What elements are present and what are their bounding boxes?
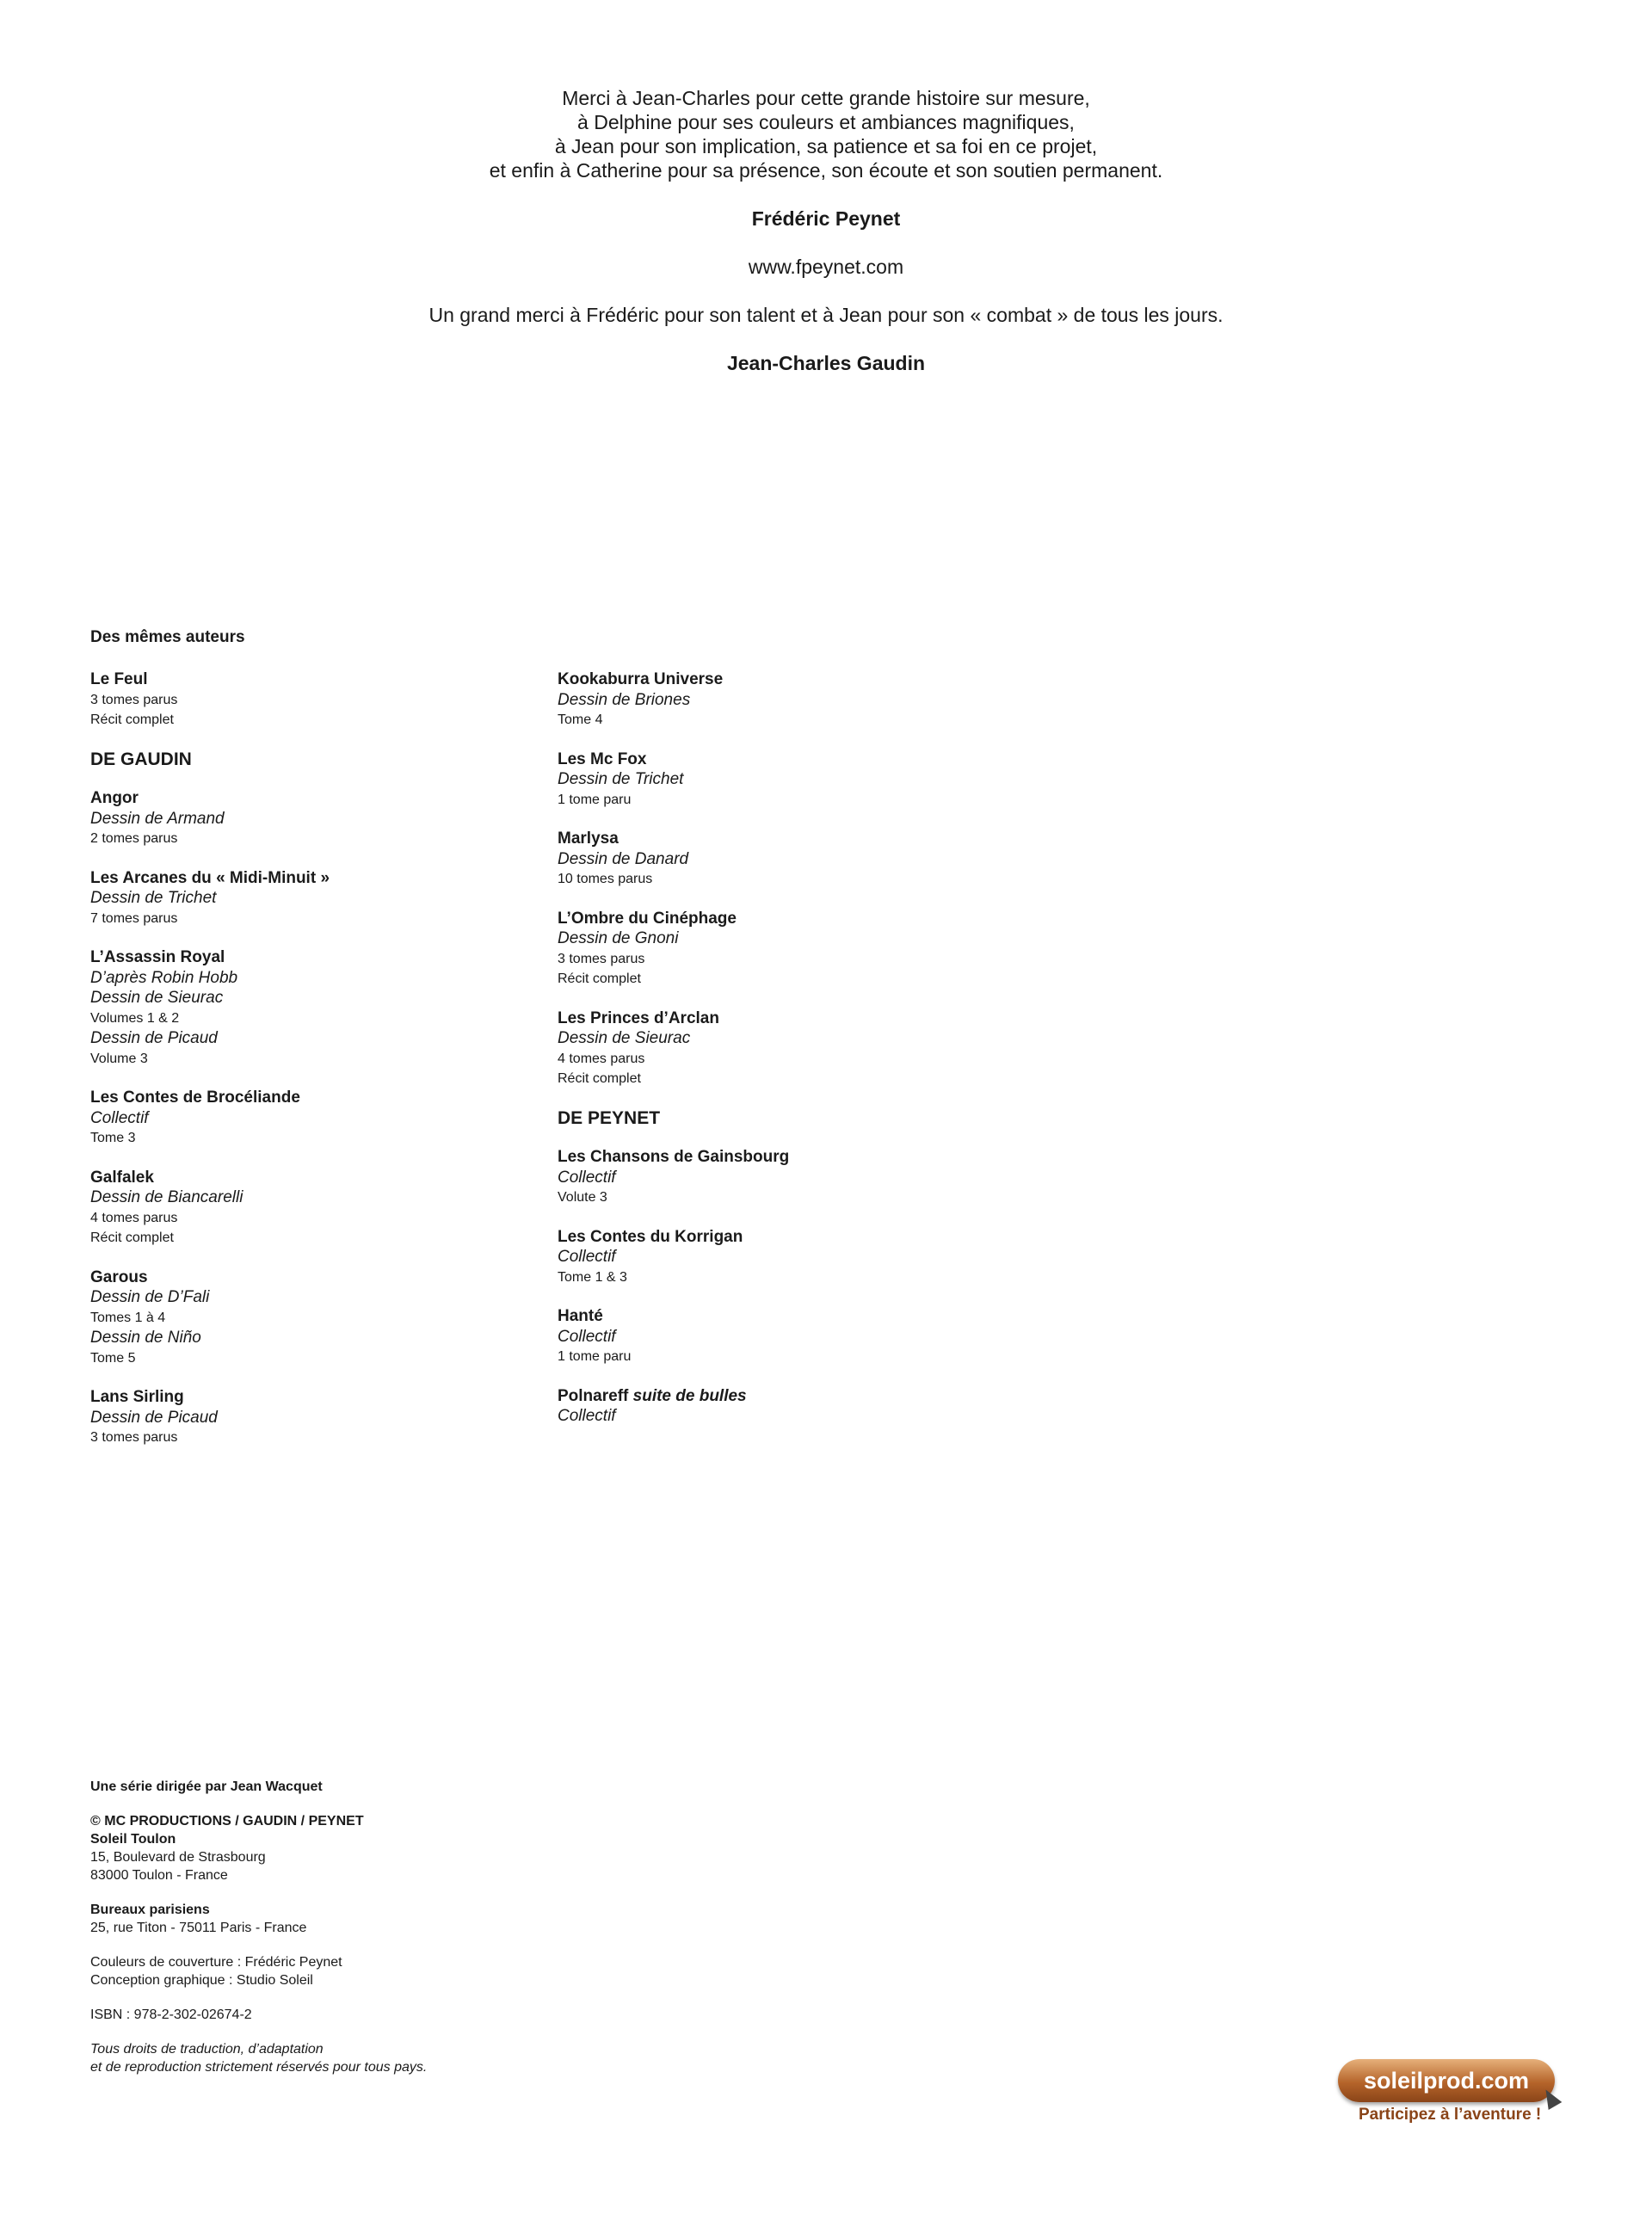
entry-title-text: Lans Sirling (90, 1388, 184, 1406)
entry-volumes: 4 tomes parus (90, 1210, 178, 1225)
entry-volumes: Tomes 1 à 4 (90, 1310, 166, 1325)
entry-title-text: Les Princes d’Arclan (558, 1008, 719, 1027)
bibliography-entry (90, 1168, 538, 1249)
entry-artist: Dessin de Picaud (90, 1029, 218, 1047)
entry-title (90, 1168, 538, 1188)
entry-artist: Dessin de Gnoni (558, 929, 679, 947)
entry-artist: Collectif (558, 1327, 616, 1346)
entry-artist: Dessin de Sieurac (558, 1029, 691, 1047)
signature-peynet: Frédéric Peynet (751, 207, 901, 230)
entry-title-text: Polnareff (558, 1386, 629, 1405)
section-heading: DE GAUDIN (90, 749, 192, 769)
entry-artist: Collectif (558, 1407, 616, 1425)
bibliography-entry (90, 868, 538, 929)
soleilprod-logo[interactable] (1338, 2059, 1562, 2128)
thanks-line: Merci à Jean-Charles pour cette grande histoire sur mesure, (562, 87, 1090, 109)
thanks-gaudin: Un grand merci à Frédéric pour son talent et à Jean pour son « combat » de tous les jours. (428, 304, 1224, 326)
entry-title (90, 1387, 538, 1408)
entry-title (90, 788, 538, 809)
entry-title-text: Hanté (558, 1307, 603, 1325)
rights-line: Tous droits de traduction, d’adaptation (90, 2042, 324, 2057)
series-director: Une série dirigée par Jean Wacquet (90, 1779, 323, 1794)
entry-artist: Dessin de Trichet (558, 770, 684, 788)
entry-artist: Dessin de D’Fali (90, 1288, 210, 1306)
entry-title (558, 1306, 1005, 1327)
entry-volumes: 4 tomes parus (558, 1051, 645, 1066)
entry-volumes: Récit complet (558, 1071, 641, 1086)
entry-title (90, 1267, 538, 1288)
entry-title (558, 909, 1005, 929)
credits-block (90, 1778, 427, 2093)
entry-title-text: Les Chansons de Gainsbourg (558, 1148, 790, 1166)
bibliography-entry (90, 788, 538, 849)
address-line: 15, Boulevard de Strasbourg (90, 1850, 266, 1865)
thanks-line: à Delphine pour ses couleurs et ambiances magnifiques, (577, 111, 1075, 133)
entry-artist: Dessin de Picaud (90, 1408, 218, 1427)
entry-title (558, 1147, 1005, 1168)
logo-tagline: Participez à l’aventure ! (1359, 2106, 1542, 2124)
entry-artist: Dessin de Sieurac (90, 989, 224, 1007)
entry-volumes: Tome 3 (90, 1131, 136, 1145)
entry-volumes: Volume 3 (90, 1051, 148, 1066)
entry-title-text: Les Contes de Brocéliande (90, 1088, 300, 1107)
bibliography-entry (90, 947, 538, 1069)
entry-volumes: 3 tomes parus (90, 1430, 178, 1445)
bibliography-entry (558, 909, 1005, 990)
entry-title-text: Le Feul (90, 670, 148, 688)
entry-title (90, 868, 538, 889)
entry-title (558, 1386, 1005, 1407)
entry-title (558, 1227, 1005, 1248)
entry-volumes: Tome 4 (558, 712, 603, 727)
entry-artist: Dessin de Danard (558, 849, 689, 868)
entry-title-text: L’Ombre du Cinéphage (558, 909, 737, 928)
entry-title (90, 669, 538, 690)
entry-title (90, 947, 538, 968)
entry-artist: Dessin de Armand (90, 809, 225, 828)
entry-artist: Dessin de Biancarelli (90, 1188, 243, 1206)
bibliography-entry (558, 1227, 1005, 1288)
entry-title-text: Les Arcanes du « Midi-Minuit » (90, 868, 330, 887)
bibliography-right-column (558, 669, 1005, 1446)
entry-title (558, 669, 1005, 690)
thanks-line: et enfin à Catherine pour sa présence, son écoute et son soutien permanent. (489, 159, 1163, 182)
entry-artist: Dessin de Trichet (90, 889, 217, 907)
entry-volumes: Volumes 1 & 2 (90, 1010, 180, 1026)
entry-artist: Collectif (558, 1248, 616, 1266)
paris-office-address: 25, rue Titon - 75011 Paris - France (90, 1921, 307, 1935)
copyright: © MC PRODUCTIONS / GAUDIN / PEYNET (90, 1814, 364, 1829)
publisher: Soleil Toulon (90, 1832, 176, 1847)
entry-title (558, 749, 1005, 770)
bibliography-entry (558, 1008, 1005, 1089)
bibliography-entry (558, 1386, 1005, 1427)
entry-title-suffix: suite de bulles (632, 1386, 747, 1405)
design-credit: Conception graphique : Studio Soleil (90, 1973, 313, 1988)
bibliography-entry (90, 1387, 538, 1448)
logo-brand: soleilprod.com (1338, 2059, 1555, 2102)
isbn: ISBN : 978-2-302-02674-2 (90, 2007, 252, 2022)
bibliography-entry (90, 669, 538, 731)
bibliography-entry (558, 749, 1005, 811)
entry-volumes: 3 tomes parus (90, 692, 178, 707)
entry-artist: Dessin de Niño (90, 1329, 201, 1347)
bibliography-entry (558, 669, 1005, 731)
entry-artist: D’après Robin Hobb (90, 968, 238, 987)
cover-colors-credit: Couleurs de couverture : Frédéric Peynet (90, 1955, 342, 1970)
entry-volumes: 2 tomes parus (90, 831, 178, 846)
entry-title (558, 1008, 1005, 1029)
bibliography-entry (558, 829, 1005, 890)
entry-title-text: Les Mc Fox (558, 749, 647, 768)
entry-volumes: 7 tomes parus (90, 910, 178, 926)
thanks-paragraph (0, 86, 1652, 182)
website-link[interactable]: www.fpeynet.com (748, 256, 904, 278)
entry-title (90, 1088, 538, 1108)
entry-title-text: L’Assassin Royal (90, 948, 225, 966)
entry-volumes: Tome 5 (90, 1350, 136, 1366)
entry-volumes: 3 tomes parus (558, 951, 645, 966)
entry-title-text: Angor (90, 789, 139, 807)
entry-title-text: Galfalek (90, 1168, 154, 1187)
entry-volumes: 1 tome paru (558, 1349, 632, 1364)
entry-volumes: Volute 3 (558, 1190, 607, 1205)
entry-title-text: Les Contes du Korrigan (558, 1227, 743, 1246)
bibliography-entry (90, 1267, 538, 1369)
entry-artist: Collectif (90, 1108, 149, 1127)
bibliography-entry (90, 1088, 538, 1149)
entry-title-text: Marlysa (558, 829, 619, 848)
entry-title (558, 829, 1005, 849)
paris-office-title: Bureaux parisiens (90, 1903, 210, 1917)
entry-artist: Dessin de Briones (558, 690, 691, 709)
bibliography-left-column (90, 669, 538, 1467)
address-line: 83000 Toulon - France (90, 1868, 228, 1883)
entry-volumes: 1 tome paru (558, 792, 632, 807)
bibliography-entry (558, 1147, 1005, 1208)
section-heading: DE PEYNET (558, 1107, 661, 1128)
entry-volumes: Tome 1 & 3 (558, 1269, 627, 1285)
thanks-line: à Jean pour son implication, sa patience et sa foi en ce projet, (554, 135, 1098, 157)
rights-line: et de reproduction strictement réservés pour tous pays. (90, 2060, 428, 2075)
entry-title-text: Garous (90, 1267, 148, 1286)
entry-volumes: Récit complet (90, 712, 174, 727)
entry-artist: Collectif (558, 1168, 616, 1187)
entry-volumes: Récit complet (558, 971, 641, 986)
bibliography-heading: Des mêmes auteurs (90, 628, 245, 646)
entry-title-text: Kookaburra Universe (558, 670, 724, 688)
entry-volumes: Récit complet (90, 1230, 174, 1245)
bibliography-entry (558, 1306, 1005, 1367)
signature-gaudin: Jean-Charles Gaudin (726, 352, 926, 374)
acknowledgements (0, 86, 1652, 399)
entry-volumes: 10 tomes parus (558, 872, 653, 886)
